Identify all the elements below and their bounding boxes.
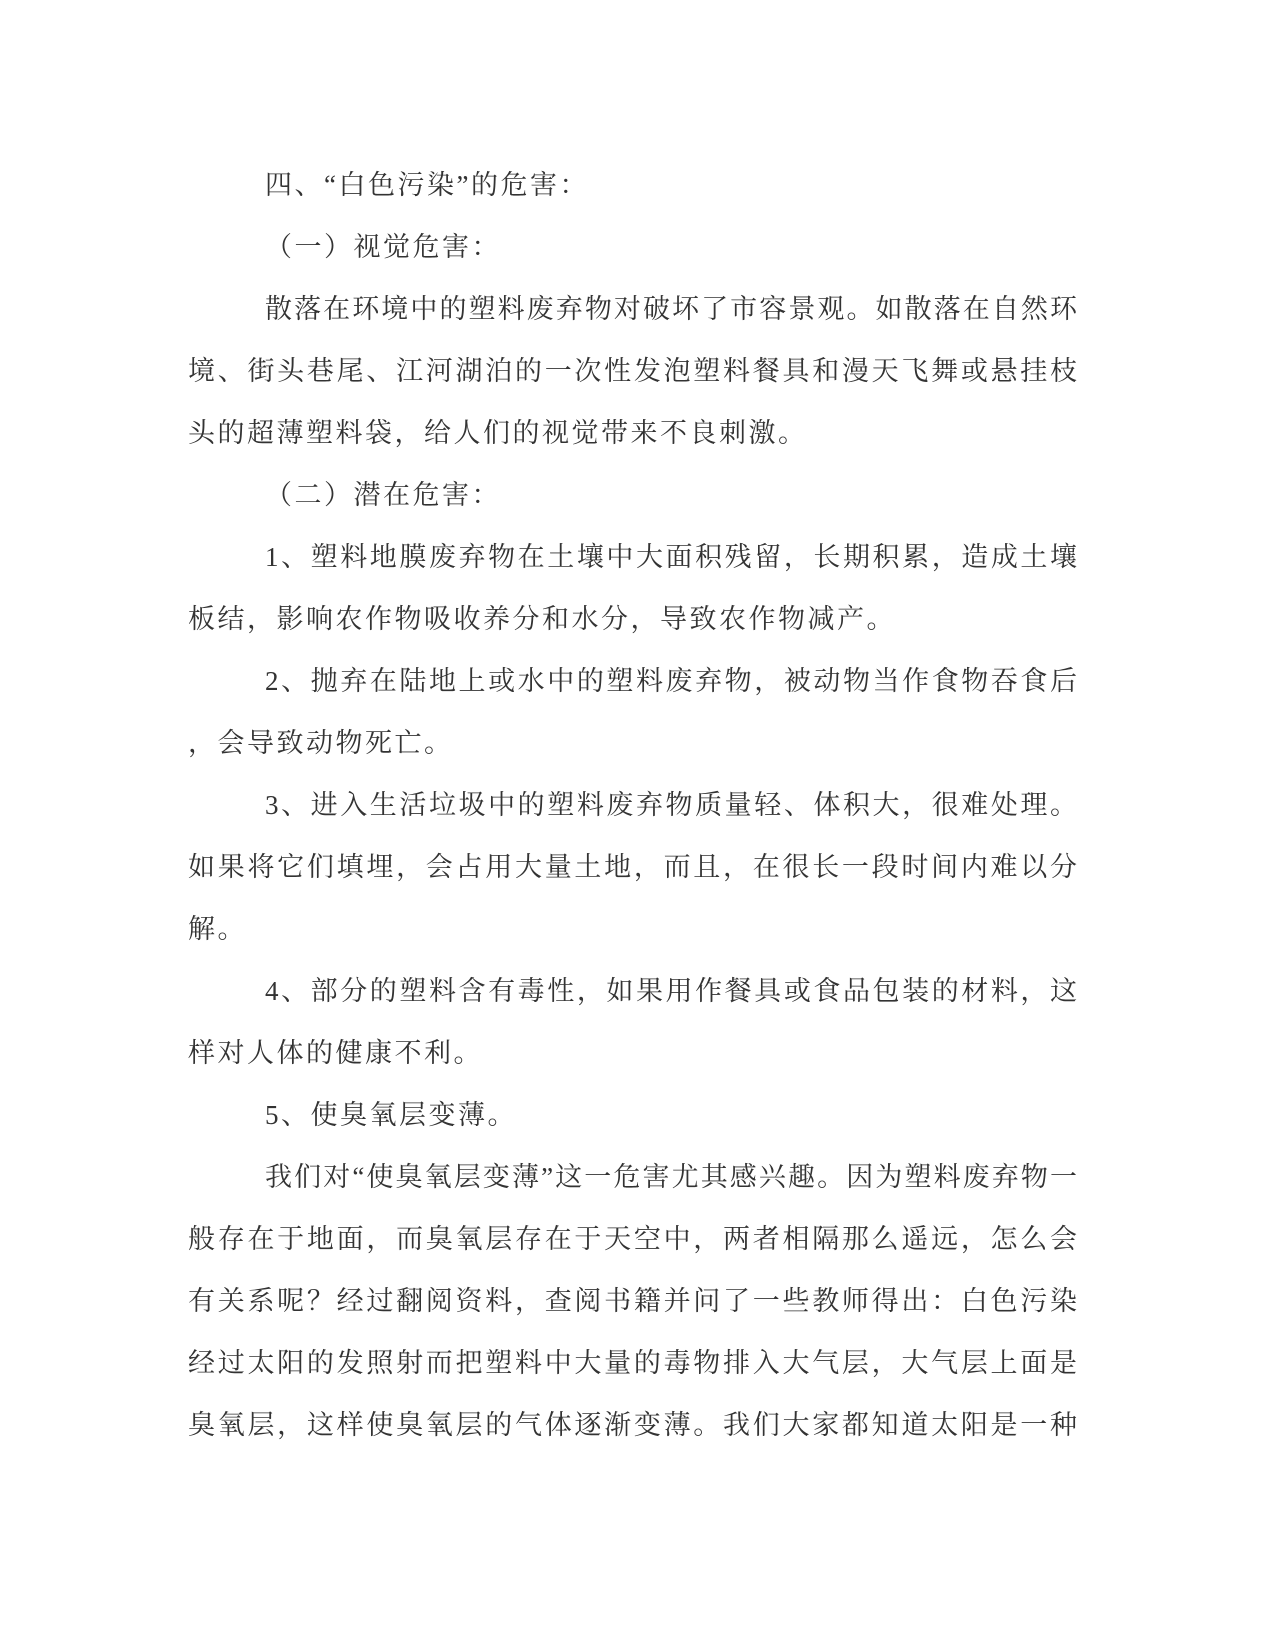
text-line: 散落在环境中的塑料废弃物对破坏了市容景观。如散落在自然环 xyxy=(265,294,1077,324)
text-line: 臭氧层，这样使臭氧层的气体逐渐变薄。我们大家都知道太阳是一种 xyxy=(188,1410,1077,1440)
sub-heading: （二）潜在危害： xyxy=(265,480,501,510)
text-line: 2、抛弃在陆地上或水中的塑料废弃物，被动物当作食物吞食后 xyxy=(265,666,1077,696)
text-line: 境、街头巷尾、江河湖泊的一次性发泡塑料餐具和漫天飞舞或悬挂枝 xyxy=(188,356,1077,386)
text-line: 有关系呢？经过翻阅资料，查阅书籍并问了一些教师得出：白色污染 xyxy=(188,1286,1077,1316)
text-line: 般存在于地面，而臭氧层存在于天空中，两者相隔那么遥远，怎么会 xyxy=(188,1224,1077,1254)
text-line: 头的超薄塑料袋，给人们的视觉带来不良刺激。 xyxy=(188,418,808,448)
sub-heading: （一）视觉危害： xyxy=(265,232,501,262)
text-line: 1、塑料地膜废弃物在土壤中大面积残留，长期积累，造成土壤 xyxy=(265,542,1077,572)
text-line: 如果将它们填埋，会占用大量土地，而且，在很长一段时间内难以分 xyxy=(188,852,1077,882)
text-line: 我们对“使臭氧层变薄”这一危害尤其感兴趣。因为塑料废弃物一 xyxy=(265,1162,1077,1192)
text-line: 解。 xyxy=(188,914,247,944)
text-line: 5、使臭氧层变薄。 xyxy=(265,1100,517,1130)
text-line: ，会导致动物死亡。 xyxy=(188,728,454,758)
section-heading: 四、“白色污染”的危害： xyxy=(265,170,589,200)
text-line: 板结，影响农作物吸收养分和水分，导致农作物减产。 xyxy=(188,604,896,634)
text-block xyxy=(188,154,1077,1456)
text-line: 样对人体的健康不利。 xyxy=(188,1038,483,1068)
text-line: 经过太阳的发照射而把塑料中大量的毒物排入大气层，大气层上面是 xyxy=(188,1348,1077,1378)
text-line: 4、部分的塑料含有毒性，如果用作餐具或食品包装的材料，这 xyxy=(265,976,1077,1006)
text-line: 3、进入生活垃圾中的塑料废弃物质量轻、体积大，很难处理。 xyxy=(265,790,1077,820)
